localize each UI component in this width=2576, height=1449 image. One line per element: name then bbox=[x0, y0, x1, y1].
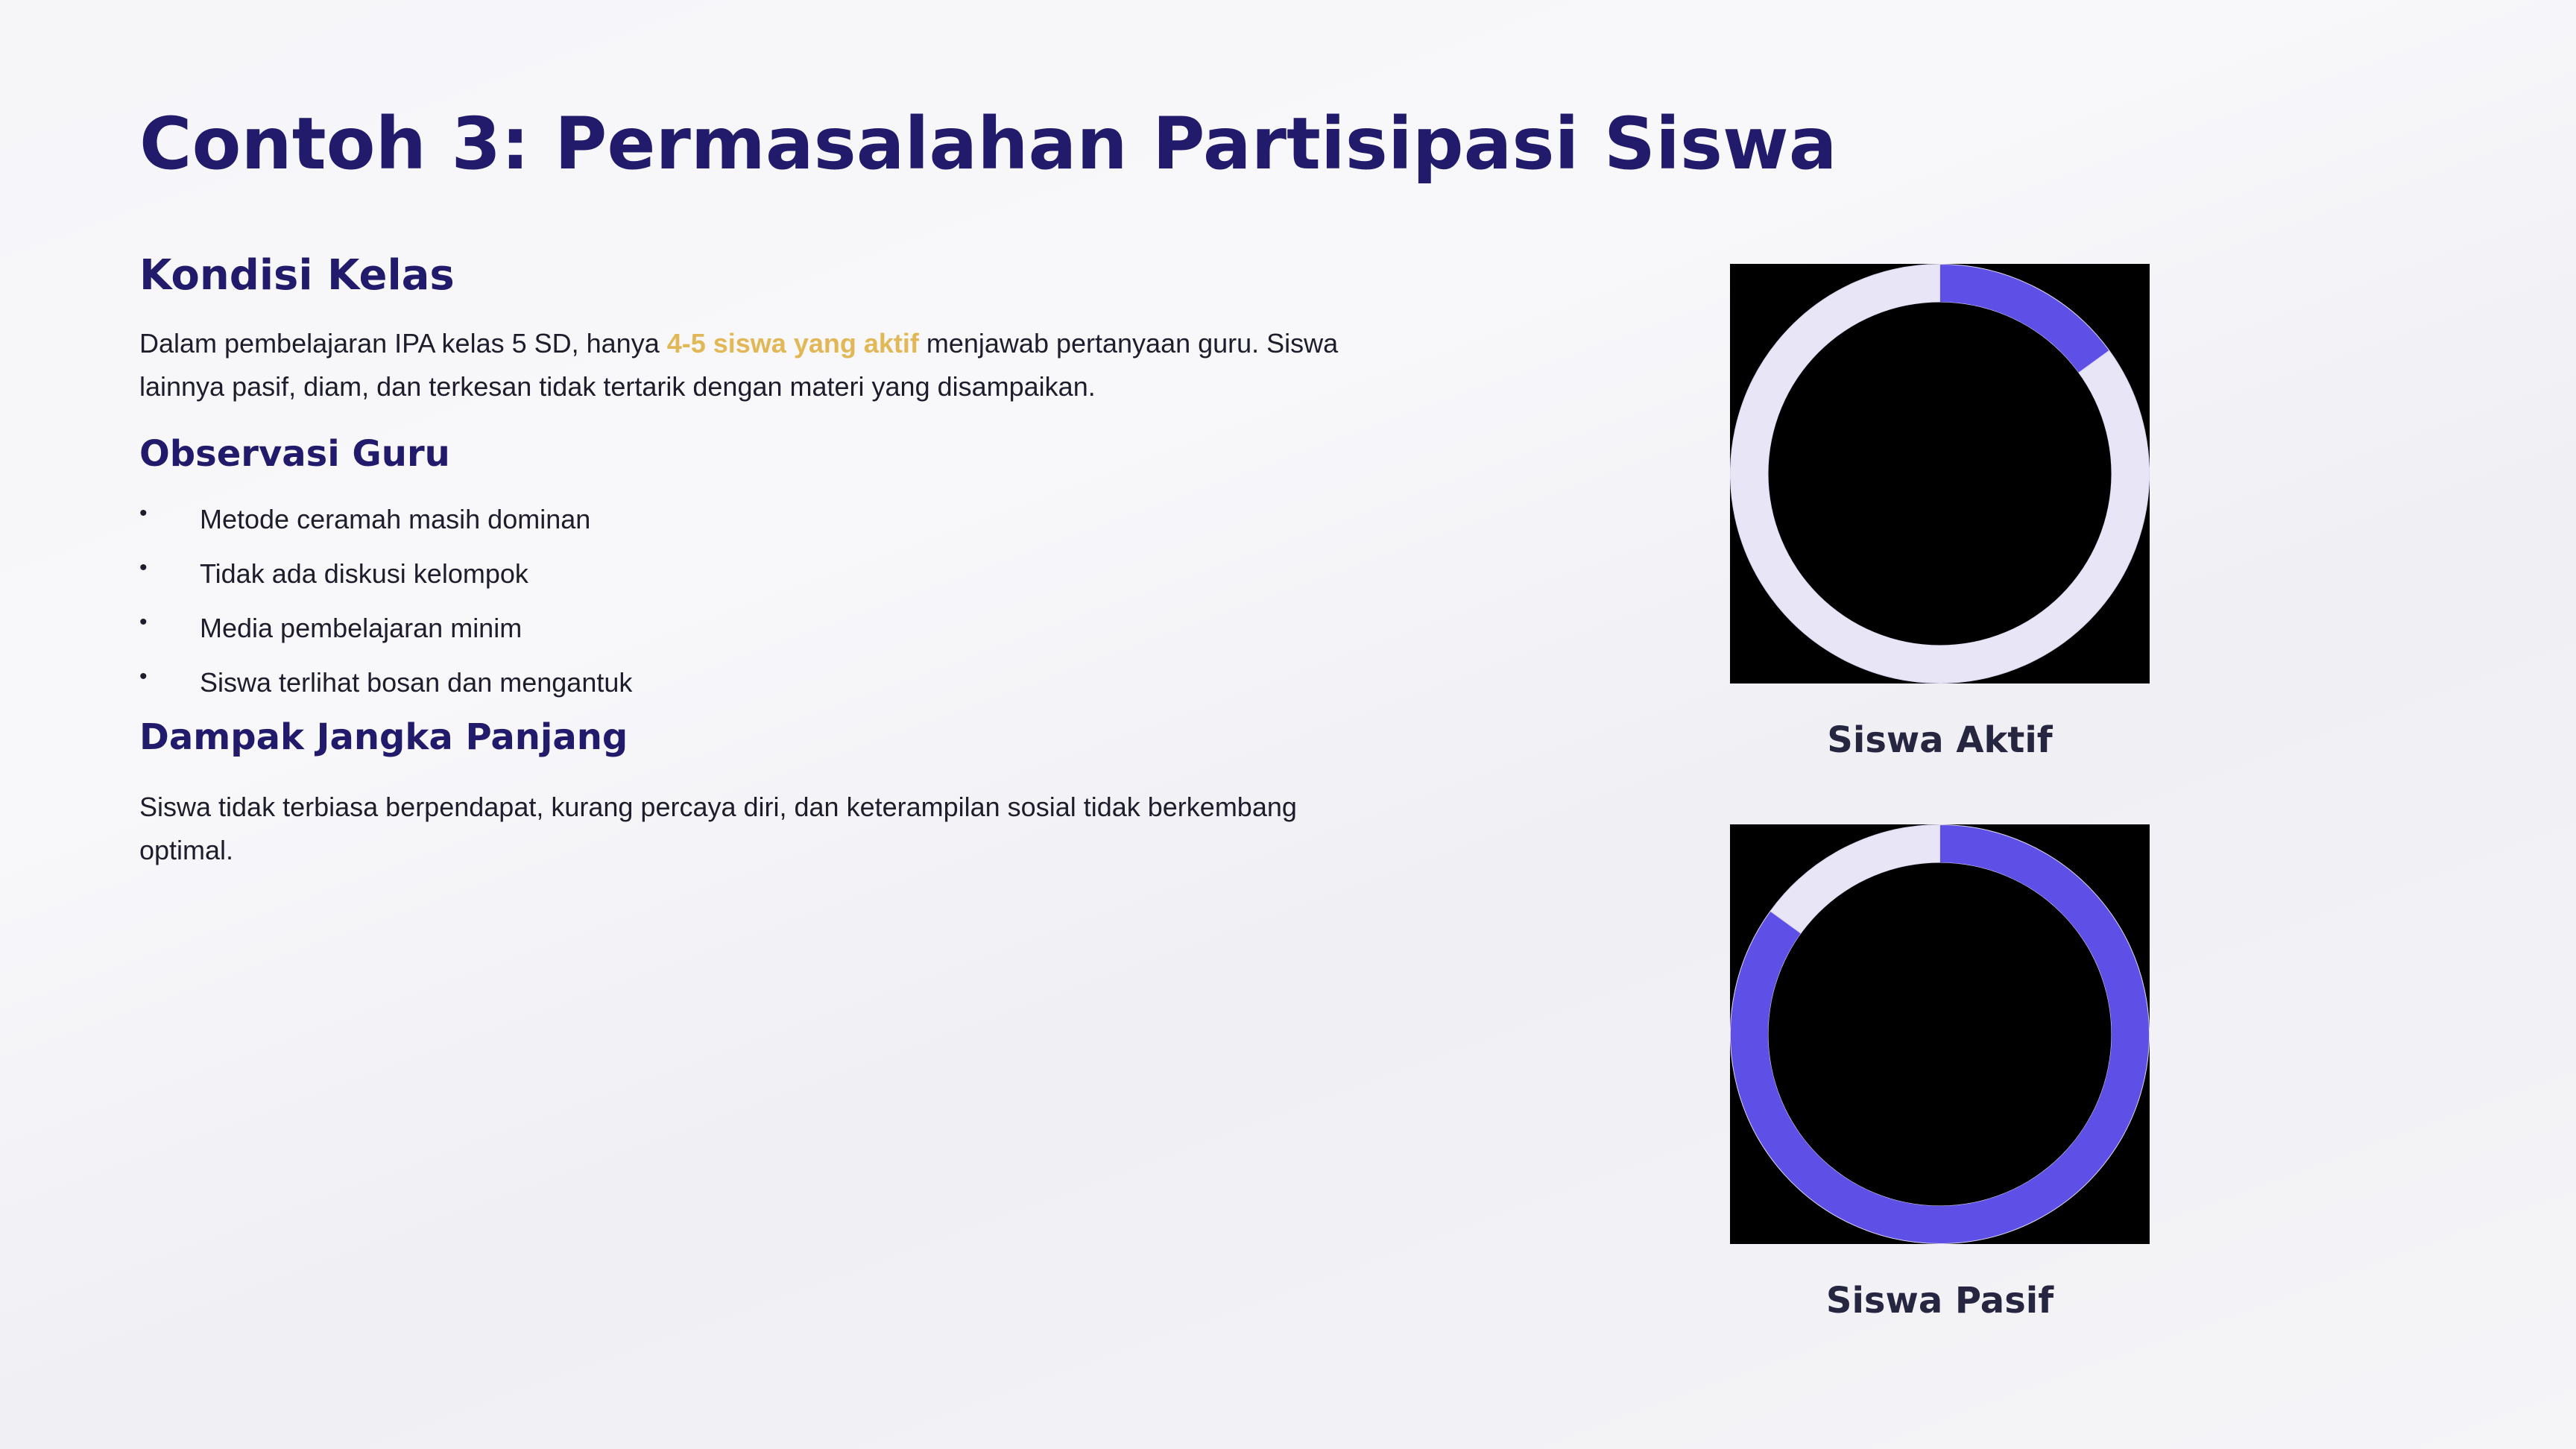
observasi-list bbox=[139, 492, 1377, 710]
list-item bbox=[139, 655, 1377, 710]
list-item bbox=[139, 546, 1377, 601]
donut-chart-box bbox=[1730, 824, 2150, 1244]
list-item-text: Metode ceramah masih dominan bbox=[200, 504, 591, 534]
donut-chart bbox=[1730, 824, 2150, 1244]
chart-label: Siswa Pasif bbox=[1825, 1280, 2054, 1322]
kondisi-paragraph bbox=[139, 322, 1377, 408]
chart-siswa-pasif bbox=[1730, 824, 2150, 1325]
bullet-icon: • bbox=[139, 664, 148, 689]
list-item-text: Siswa terlihat bosan dan mengantuk bbox=[200, 667, 633, 698]
list-item bbox=[139, 601, 1377, 655]
kondisi-heading: Kondisi Kelas bbox=[139, 251, 455, 300]
kondisi-text-after: menjawab pertanyaan guru. Siswa lainnya pasif, diam, dan terkesan tidak tertarik dengan materi yang disampaikan. bbox=[139, 328, 1339, 402]
bullet-icon: • bbox=[139, 610, 148, 634]
list-item-text: Media pembelajaran minim bbox=[200, 613, 523, 643]
bullet-icon: • bbox=[139, 555, 148, 580]
donut-chart-box bbox=[1730, 264, 2150, 684]
list-item bbox=[139, 492, 1377, 546]
slide-title: Contoh 3: Permasalahan Partisipasi Siswa bbox=[139, 102, 1837, 186]
list-item-text: Tidak ada diskusi kelompok bbox=[200, 558, 528, 589]
chart-siswa-aktif bbox=[1730, 264, 2150, 764]
dampak-heading: Dampak Jangka Panjang bbox=[139, 716, 628, 758]
donut-chart bbox=[1730, 264, 2150, 684]
donut-hole bbox=[1769, 863, 2112, 1206]
bullet-icon: • bbox=[139, 501, 148, 525]
kondisi-text-before: Dalam pembelajaran IPA kelas 5 SD, hanya bbox=[139, 328, 667, 359]
kondisi-highlight: 4-5 siswa yang aktif bbox=[666, 328, 919, 359]
chart-label: Siswa Aktif bbox=[1827, 719, 2053, 761]
dampak-paragraph: Siswa tidak terbiasa berpendapat, kurang percaya diri, dan keterampilan sosial tidak berkembang optimal. bbox=[139, 792, 1297, 865]
observasi-heading: Observasi Guru bbox=[139, 433, 450, 475]
donut-hole bbox=[1769, 303, 2112, 645]
content-column bbox=[139, 246, 1377, 872]
